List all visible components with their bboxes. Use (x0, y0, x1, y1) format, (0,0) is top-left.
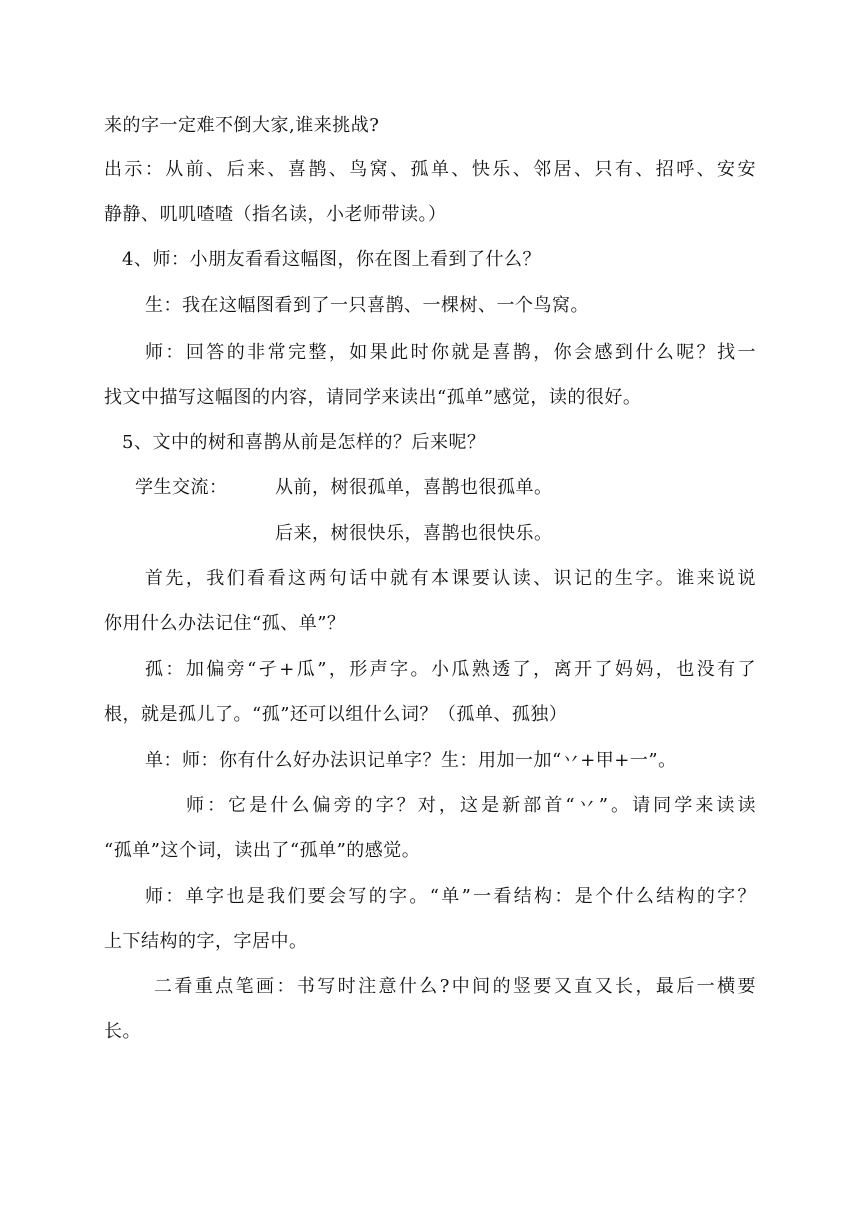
text-line-9: 学生交流： (135, 477, 228, 498)
text-line-20: 上下结构的字，字居中。 (104, 931, 308, 952)
text-line-13: 你用什么办法记住“孤、单”？ (104, 613, 346, 634)
text-line-1: 来的字一定难不倒大家,谁来挑战? (104, 115, 380, 136)
text-line-15: 根，就是孤儿了。“孤”还可以组什么词？（孤单、孤独） (104, 704, 568, 725)
text-line-17: 师：它是什么偏旁的字？对，这是新部首“丷”。请同学来读读 (186, 795, 756, 816)
text-line-5: 生：我在这幅图看到了一只喜鹊、一棵树、一个鸟窝。 (145, 295, 589, 316)
text-line-11: 后来，树很快乐，喜鹊也很快乐。 (275, 523, 553, 544)
text-line-8: 5、文中的树和喜鹊从前是怎样的？后来呢？ (122, 432, 486, 453)
text-line-18: “孤单”这个词，读出了“孤单”的感觉。 (104, 840, 421, 861)
text-line-4: 4、师：小朋友看看这幅图，你在图上看到了什么？ (122, 249, 541, 270)
text-line-19: 师：单字也是我们要会写的字。“单”一看结构：是个什么结构的字？ (145, 886, 756, 907)
text-line-12: 首先，我们看看这两句话中就有本课要认读、识记的生字。谁来说说 (145, 568, 756, 589)
text-line-2: 出示：从前、后来、喜鹊、鸟窝、孤单、快乐、邻居、只有、招呼、安安 (104, 159, 756, 180)
text-line-16: 单：师：你有什么好办法识记单字？生：用加一加“丷+甲+一”。 (145, 750, 677, 771)
text-line-3: 静静、叽叽喳喳（指名读，小老师带读。） (104, 204, 447, 225)
text-line-7: 找文中描写这幅图的内容，请同学来读出“孤单”感觉，读的很好。 (104, 387, 642, 408)
text-line-21: 二看重点笔画：书写时注意什么?中间的竖要又直又长，最后一横要 (154, 976, 756, 997)
text-line-6: 师：回答的非常完整，如果此时你就是喜鹊，你会感到什么呢？找一 (145, 342, 756, 363)
text-line-14: 孤：加偏旁“孑+瓜”，形声字。小瓜熟透了，离开了妈妈，也没有了 (145, 659, 756, 680)
text-line-10: 从前，树很孤单，喜鹊也很孤单。 (275, 477, 553, 498)
text-line-22: 长。 (104, 1021, 141, 1042)
